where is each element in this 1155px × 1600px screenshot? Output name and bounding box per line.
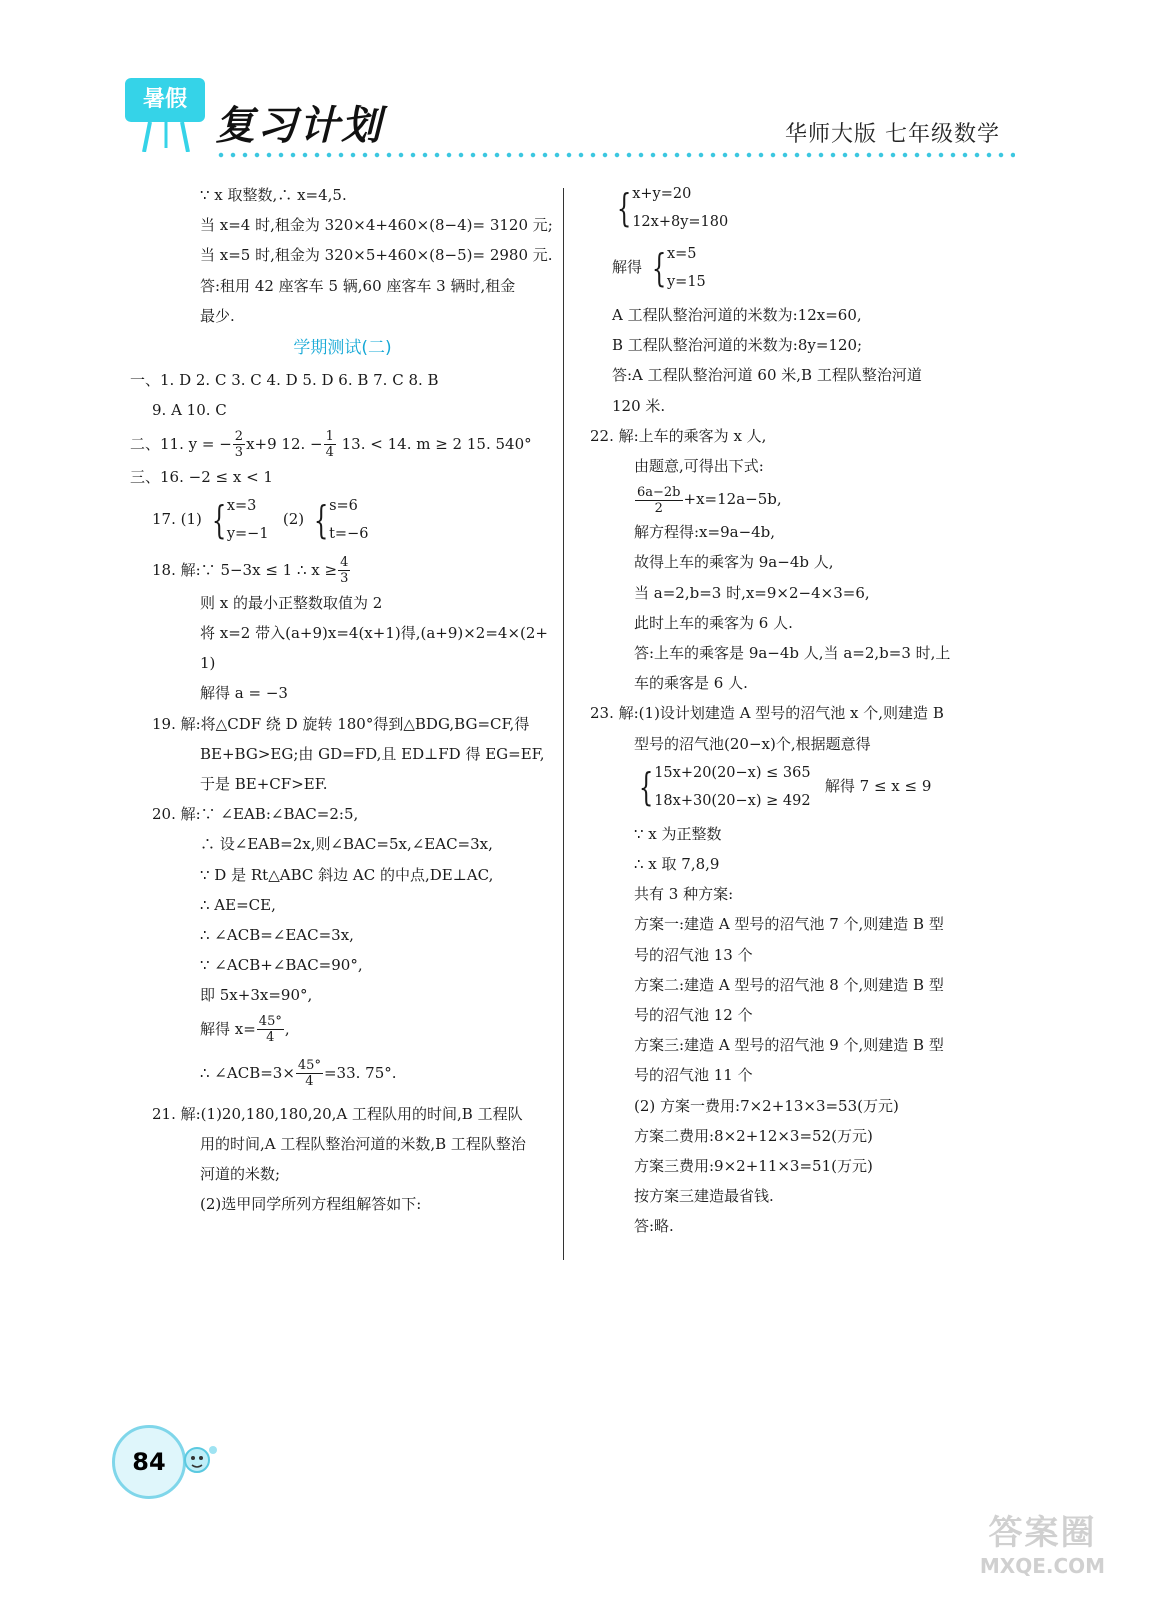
text-line: 22. 解:上车的乘客为 x 人, [590,426,767,445]
answer-line [130,426,555,462]
answer-line: 9. A 10. C [152,401,227,420]
text-line: 故得上车的乘客为 9a−4b 人, [634,553,834,572]
brace-icon: { [313,497,329,542]
text-span: , [284,1019,290,1038]
summer-badge: 暑假 [125,78,205,122]
text-line: 当 x=4 时,租金为 320×4+460×(8−4)= 3120 元; [200,216,553,235]
text-line: 答:上车的乘客是 9a−4b 人,当 a=2,b=3 时,上 [634,644,951,663]
text-line: 方案三费用:9×2+11×3=51(万元) [634,1157,873,1176]
denominator: 4 [305,1074,314,1090]
equation-system [207,492,269,548]
text-line: ∵ ∠ACB+∠BAC=90°, [200,956,363,975]
answer-line: 一、1. D 2. C 3. C 4. D 5. D 6. B 7. C 8. B [130,371,439,390]
text-line [130,1055,555,1091]
fraction [296,1058,323,1089]
answer-line [612,180,1002,240]
text-line: 19. 解:将△CDF 绕 D 旋转 180°得到△BDG,BG=CF,得 [152,714,530,733]
left-column [130,180,555,1219]
fraction [233,429,245,460]
text-line: 号的沼气池 11 个 [634,1066,753,1085]
numerator: 1 [325,429,334,445]
text-line: 1) [200,654,216,673]
brace-icon: { [638,764,654,809]
text-line: 共有 3 种方案: [634,885,734,904]
answer-line [130,492,555,552]
text-span: 解得 x= [200,1019,256,1038]
text-line: 当 a=2,b=3 时,x=9×2−4×3=6, [634,583,870,602]
text-span: x+9 12. − [246,434,323,453]
text-span: 13. < 14. m ≥ 2 15. 540° [336,434,532,453]
text-line: 方案二费用:8×2+12×3=52(万元) [634,1126,873,1145]
text-line: 此时上车的乘客为 6 人. [634,613,793,632]
text-line: (2)选甲同学所列方程组解答如下: [200,1195,422,1214]
text-line: BE+BG>EG;由 GD=FD,且 ED⊥FD 得 EG=EF, [200,744,545,763]
watermark-url: MXQE.COM [979,1554,1106,1578]
text-line: 最少. [200,306,235,325]
text-line: 用的时间,A 工程队整治河道的米数,B 工程队整治 [200,1134,526,1153]
text-line: 解方程得:x=9a−4b, [634,523,776,542]
numerator: 6a−2b [637,484,681,500]
text-line: 号的沼气池 13 个 [634,945,753,964]
text-line: 将 x=2 带入(a+9)x=4(x+1)得,(a+9)×2=4×(2+ [200,624,548,643]
text-line: 21. 解:(1)20,180,180,20,A 工程队用的时间,B 工程队 [152,1104,523,1123]
text-line: 当 x=5 时,租金为 320×5+460×(8−5)= 2980 元. [200,246,553,265]
text-line: ∵ x 取整数,∴ x=4,5. [200,186,347,204]
numerator: 2 [234,429,244,445]
fraction [324,429,336,460]
text-line: 解得 a = −3 [200,684,288,703]
answer-line: 三、16. −2 ≤ x < 1 [130,467,273,486]
equation: x+y=20 [632,186,692,202]
equation: s=6 [329,497,358,514]
text-span: (2) [282,509,305,528]
text-line: 型号的沼气池(20−x)个,根据题意得 [634,734,871,753]
text-line: 由题意,可得出下式: [634,457,764,476]
denominator: 4 [266,1030,275,1046]
badge-stand-icon [138,122,194,152]
answer-line [130,552,555,588]
equation-system [309,492,369,548]
inequality: 18x+30(20−x) ≥ 492 [654,792,811,809]
equation-system [612,180,728,236]
equation: t=−6 [329,525,369,542]
watermark [950,1505,1135,1578]
section-title: 学期测试(二) [293,338,392,359]
text-line: ∴ ∠ACB=∠EAC=3x, [200,926,354,945]
mascot-icon [175,1440,225,1480]
edition-label: 华师大版 七年级数学 [785,122,1000,147]
watermark-logo-text: 答案圈 [988,1513,1097,1553]
numerator: 45° [297,1058,321,1074]
text-span: =33. 75°. [323,1063,397,1082]
text-line: 即 5x+3x=90°, [200,986,313,1005]
answer-line [612,759,1002,819]
column-divider [563,188,564,1260]
text-line: ∴ x 取 7,8,9 [634,855,720,874]
fraction [338,555,350,586]
text-line: ∵ x 为正整数 [634,824,722,843]
text-span: ∴ ∠ACB=3× [200,1063,295,1082]
page-header [120,72,1020,167]
text-line: 方案一:建造 A 型号的沼气池 7 个,则建造 B 型 [634,915,944,934]
text-line: 答:A 工程队整治河道 60 米,B 工程队整治河道 [612,366,922,385]
denominator: 4 [325,445,334,461]
text-span: +x=12a−5b, [683,490,782,509]
inequality: 15x+20(20−x) ≤ 365 [654,764,811,781]
text-line: 按方案三建造最省钱. [634,1187,774,1206]
text-line: ∵ D 是 Rt△ABC 斜边 AC 的中点,DE⊥AC, [200,865,494,884]
text-line: 号的沼气池 12 个 [634,1006,753,1025]
text-line: 20. 解:∵ ∠EAB:∠BAC=2:5, [152,805,359,824]
text-line: 答:租用 42 座客车 5 辆,60 座客车 3 辆时,租金 [200,276,516,295]
brace-icon: { [651,246,667,290]
inequality-system [634,759,811,815]
text-line: 23. 解:(1)设计划建造 A 型号的沼气池 x 个,则建造 B [590,704,944,723]
fraction [257,1014,284,1045]
text-line: (2) 方案一费用:7×2+13×3=53(万元) [634,1096,899,1115]
denominator: 3 [340,571,349,587]
text-line: 于是 BE+CF>EF. [200,775,328,794]
text-span: 18. 解:∵ 5−3x ≤ 1 ∴ x ≥ [152,560,338,579]
text-line: 方案三:建造 A 型号的沼气池 9 个,则建造 B 型 [634,1036,944,1055]
numerator: 4 [340,555,349,571]
denominator: 3 [234,445,244,461]
text-line: 120 米. [612,396,666,415]
book-title: 复习计划 [215,103,383,149]
equation: x=3 [226,497,257,514]
text-line: A 工程队整治河道的米数为:12x=60, [612,306,862,324]
numerator: 45° [258,1014,282,1030]
text-line: 车的乘客是 6 人. [634,674,748,693]
equation-system [647,240,706,296]
text-span: 二、11. y = − [130,434,232,453]
text-line: ∴ AE=CE, [200,895,276,914]
equation: y=15 [666,274,706,290]
text-line: B 工程队整治河道的米数为:8y=120; [612,336,863,355]
equation: 12x+8y=180 [632,214,729,230]
dotted-divider [215,152,1015,158]
text-span: 解得 [612,258,643,276]
text-line [130,1011,555,1047]
text-line: 河道的米数; [200,1165,281,1184]
equation: y=−1 [226,525,269,542]
text-line: 方案二:建造 A 型号的沼气池 8 个,则建造 B 型 [634,975,944,994]
fraction [635,485,683,516]
page-number: 84 [112,1425,186,1499]
text-line: ∴ 设∠EAB=2x,则∠BAC=5x,∠EAC=3x, [200,835,493,854]
brace-icon: { [616,186,632,230]
text-line [612,481,1002,517]
text-line: 答:略. [634,1217,674,1236]
text-line: 则 x 的最小正整数取值为 2 [200,593,383,612]
right-column [590,180,1002,1242]
equation: x=5 [666,246,697,262]
text-span: 17. (1) [152,509,202,528]
text-span: 解得 7 ≤ x ≤ 9 [824,776,932,795]
brace-icon: { [211,497,227,542]
denominator: 2 [654,500,663,516]
answer-line [612,240,1002,300]
